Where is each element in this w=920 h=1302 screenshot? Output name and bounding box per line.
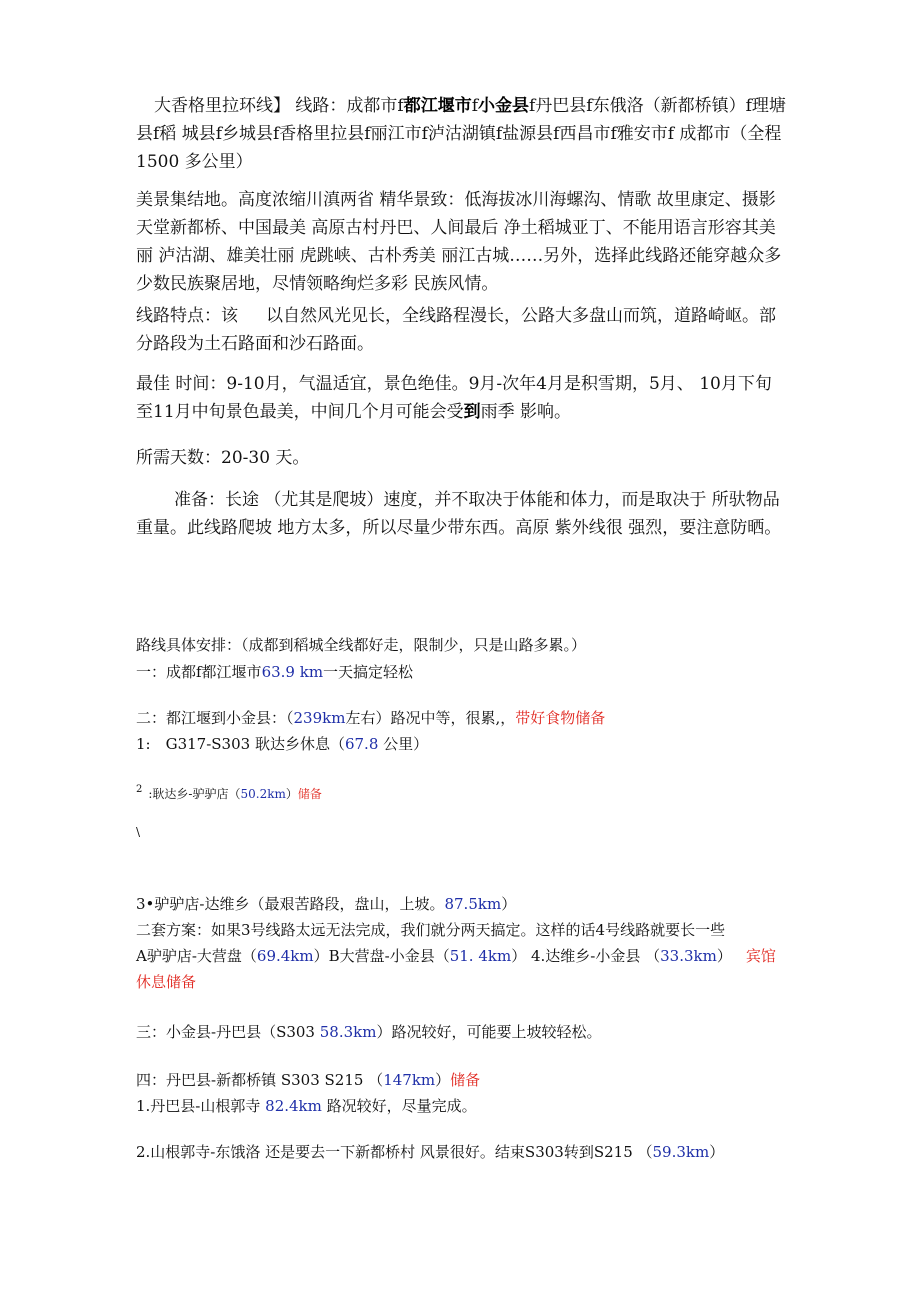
route-separator: f [471, 96, 478, 116]
step3-paren: ） [501, 895, 517, 913]
day4-step1-distance: 82.4km [265, 1097, 322, 1115]
step3-distance: 87.5km [444, 895, 502, 913]
day2-text: 二：都江堰到小金县：（ [136, 709, 294, 727]
day2-supply-note: 带好食物储备 [515, 709, 606, 727]
plan-b-rest-note: 宾馆休息储备 [136, 947, 776, 991]
scenery-section [136, 186, 786, 298]
day1-distance: 63.9 km [261, 663, 324, 681]
day3-line [136, 1019, 816, 1045]
day1-line [136, 659, 816, 685]
plan-b-b-distance: 51. 4km [449, 947, 512, 965]
stray-backslash: \ [136, 825, 141, 839]
day1-text: 一：成都f都江堰市 [136, 663, 262, 681]
schedule-section [136, 632, 816, 1165]
step2-supply-note: 储备 [297, 787, 322, 801]
best-time-post: 雨季 影响。 [480, 402, 572, 422]
plan-b-a: A驴驴店-大营盘（ [136, 947, 257, 965]
day4-step2-text: 2.山根郭寺-东饿洛 还是要去一下新都桥村 风景很好。结束S303转到S215 （ [136, 1143, 653, 1161]
route-title: 大香格里拉环线】 [154, 96, 290, 116]
day2-line [136, 705, 816, 731]
features-paragraph [136, 302, 786, 358]
day2-step1 [136, 731, 816, 757]
day2-step2 [136, 785, 816, 803]
day2-distance: 239km [293, 709, 346, 727]
step3-text: 3•驴驴店-达维乡（最艰苦路段，盘山，上坡。 [136, 895, 445, 913]
route-prefix: 线路：成都市f [295, 96, 404, 116]
best-time-bold: 到 [463, 402, 481, 422]
days-paragraph: 所需天数：20-30 天。 [136, 448, 310, 468]
step2-paren: ） [285, 787, 298, 801]
days-section [136, 444, 786, 472]
plan-b-c-distance: 33.3km [660, 947, 717, 965]
best-time-paragraph [136, 370, 786, 426]
route-city-xiaojin: 小金县 [478, 96, 529, 116]
day4-step2 [136, 1139, 816, 1165]
day4-supply-note: 储备 [450, 1071, 481, 1089]
day4-distance: 147km [383, 1071, 436, 1089]
day4-step1 [136, 1093, 816, 1119]
step1-text: 1: G317-S303 耿达乡休息（ [136, 735, 345, 753]
plan-b-line: 二套方案：如果3号线路太远无法完成，我们就分两天搞定。这样的话4号线路就要长一些 [136, 921, 726, 939]
step1-distance: 67.8 [344, 735, 379, 753]
schedule-heading: 路线具体安排：（成都到稻城全线都好走，限制少，只是山路多累。） [136, 636, 587, 654]
route-city-dujiangyan: 都江堰市 [403, 96, 472, 116]
plan-b-c: ） 4.达维乡-小金县 （ [511, 947, 661, 965]
day3-text: 三：小金县-丹巴县（S303 [136, 1023, 320, 1041]
best-time-section [136, 370, 786, 426]
day4-step2-distance: 59.3km [652, 1143, 710, 1161]
features-section [136, 302, 786, 358]
route-intro-paragraph [136, 92, 786, 176]
plan-b-a-distance: 69.4km [256, 947, 314, 965]
scenery-paragraph: 美景集结地。高度浓缩川滇两省 精华景致：低海拔冰川海螺沟、情歌 故里康定、摄影天堂新都桥、中国最美 高原古村丹巴、人间最后 净土稻城亚丁、不能用语言形容其美丽 泸沽湖、雄美壮丽 虎跳峡、古朴秀美 丽江古城……另外，选择此线路还能穿越众多少数民族聚居地，尽情领略绚烂多彩 民族风情。 [136, 190, 782, 294]
day4-step1-text: 1.丹巴县-山根郭寺 [136, 1097, 266, 1115]
best-time-text: 最佳 时间：9-10月，气温适宜，景色绝佳。9月-次年4月是积雪期，5月、 10月下旬至11月中旬景色最美，中间几个月可能会受 [136, 374, 772, 422]
day3-note: ）路况较好，可能要上坡较轻松。 [376, 1023, 602, 1041]
route-intro [136, 92, 786, 176]
plan-b-b: ）B大营盘-小金县（ [313, 947, 450, 965]
prep-section [136, 486, 786, 542]
features-label: 线路特点：该 [136, 306, 238, 326]
prep-paragraph: 准备：长途 （尤其是爬坡）速度，并不取决于体能和体力，而是取决于 所驮物品 重量。此线路爬坡 地方太多，所以尽量少带东西。高原 紫外线很 强烈，要注意防晒。 [136, 490, 782, 538]
step1-unit: 公里） [378, 735, 429, 753]
step2-number: 2 [136, 784, 143, 795]
plan-b-d: ） [716, 947, 732, 965]
day2-note: 左右）路况中等，很累,， [345, 709, 516, 727]
step2-text: :耿达乡-驴驴店（ [148, 787, 241, 801]
day4-line [136, 1067, 816, 1093]
features-text: 以自然风光见长，全线路程漫长，公路大多盘山而筑，道路崎岖。部分路段为土石路面和沙石路面。 [136, 306, 776, 354]
day4-step1-note: 路况较好，尽量完成。 [321, 1097, 477, 1115]
day4-paren: ） [435, 1071, 451, 1089]
day3-distance: 58.3km [319, 1023, 377, 1041]
day4-step2-paren: ） [709, 1143, 725, 1161]
plan-b-detail [136, 943, 786, 995]
step2-distance: 50.2km [240, 787, 286, 801]
day2-step3 [136, 891, 816, 917]
route-rest: f丹巴县f东俄洛（新都桥镇）f理塘县f稻 城县f乡城县f香格里拉县f丽江市f泸沽湖镇f盐源县f西昌市f雅安市f 成都市（全程 1500 多公里） [136, 96, 786, 172]
day1-note: 一天搞定轻松 [323, 663, 414, 681]
day4-text: 四：丹巴县-新都桥镇 S303 S215 （ [136, 1071, 384, 1089]
